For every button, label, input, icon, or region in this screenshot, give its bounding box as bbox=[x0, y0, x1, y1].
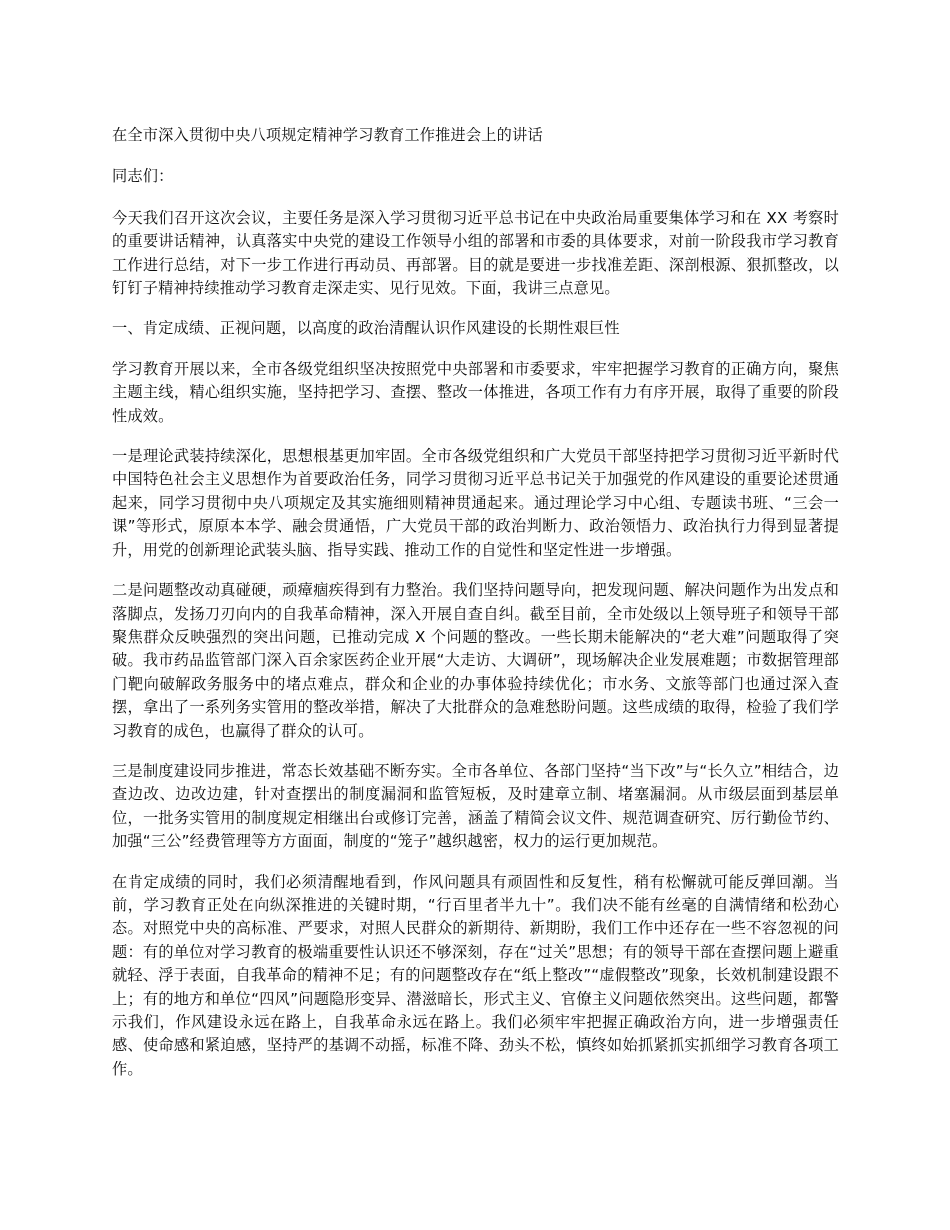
document-title: 在全市深入贯彻中央八项规定精神学习教育工作推进会上的讲话 bbox=[112, 126, 543, 144]
document-body bbox=[112, 124, 839, 1081]
paragraph-overview: 学习教育开展以来，全市各级党组织坚决按照党中央部署和市委要求，牢牢把握学习教育的正确方向，聚焦主题主线，精心组织实施，坚持把学习、查摆、整改一体推进，各项工作有力有序开展，取得了重要的阶段性成效。 bbox=[112, 359, 839, 425]
salutation: 同志们： bbox=[112, 167, 174, 186]
paragraph-point-one: 一是理论武装持续深化，思想根基更加牢固。全市各级党组织和广大党员干部坚持把学习贯彻习近平新时代中国特色社会主义思想作为首要政治任务，同学习贯彻习近平总书记关于加强党的作风建设的重要论述贯通起来，同学习贯彻中央八项规定及其实施细则精神贯通起来。通过理论学习中心组、专题读书班、“三会一课”等形式，原原本本学、融会贯通悟，广大党员干部的政治判断力、政治领悟力、政治执行力得到显著提升，用党的创新理论武装头脑、指导实践、推动工作的自觉性和坚定性进一步增强。 bbox=[112, 447, 839, 559]
paragraph-problems: 在肯定成绩的同时，我们必须清醒地看到，作风问题具有顽固性和反复性，稍有松懈就可能反弹回潮。当前，学习教育正处在向纵深推进的关键时期，“行百里者半九十”。我们决不能有丝毫的自满情绪和松劲心态。对照党中央的高标准、严要求，对照人民群众的新期待、新期盼，我们工作中还存在一些不容忽视的问题：有的单位对学习教育的极端重要性认识还不够深刻，存在“过关”思想；有的领导干部在查摆问题上避重就轻、浮于表面，自我革命的精神不足；有的问题整改存在“纸上整改”“虚假整改”现象，长效机制建设跟不上；有的地方和单位“四风”问题隐形变异、潜滋暗长，形式主义、官僚主义问题依然突出。这些问题，都警示我们，作风建设永远在路上，自我革命永远在路上。我们必须牢牢把握正确政治方向，进一步增强责任感、使命感和紧迫感，坚持严的基调不动摇，标准不降、劲头不松，慎终如始抓紧抓实抓细学习教育各项工作。 bbox=[112, 872, 839, 1078]
paragraph-point-three: 三是制度建设同步推进，常态长效基础不断夯实。全市各单位、各部门坚持“当下改”与“长久立”相结合，边查边改、边改边建，针对查摆出的制度漏洞和监管短板，及时建章立制、堵塞漏洞。从市级层面到基层单位，一批务实管用的制度规定相继出台或修订完善，涵盖了精简会议文件、规范调查研究、厉行勤俭节约、加强“三公”经费管理等方方面面，制度的“笼子”越织越密，权力的运行更加规范。 bbox=[112, 761, 839, 851]
section-heading-one: 一、肯定成绩、正视问题，以高度的政治清醒认识作风建设的长期性艰巨性 bbox=[112, 319, 620, 338]
paragraph-opening: 今天我们召开这次会议，主要任务是深入学习贯彻习近平总书记在中央政治局重要集体学习和在 XX 考察时的重要讲话精神，认真落实中央党的建设工作领导小组的部署和市委的具体要求，对前一阶段我市学习教育工作进行总结，对下一步工作进行再动员、再部署。目的就是要进一步找准差距、深剖根源、狠抓整改，以钉钉子精神持续推动学习教育走深走实、见行见效。下面，我讲三点意见。 bbox=[112, 208, 839, 298]
paragraph-point-two: 二是问题整改动真碰硬，顽瘴痼疾得到有力整治。我们坚持问题导向，把发现问题、解决问题作为出发点和落脚点，发扬刀刃向内的自我革命精神，深入开展自查自纠。截至目前，全市处级以上领导班子和领导干部聚焦群众反映强烈的突出问题，已推动完成 X 个问题的整改。一些长期未能解决的“老大难”问题取得了突破。我市药品监管部门深入百余家医药企业开展“大走访、大调研”，现场解决企业发展难题；市数据管理部门靶向破解政务服务中的堵点难点，群众和企业的办事体验持续优化；市水务、文旅等部门也通过深入查摆，拿出了一系列务实管用的整改举措，解决了大批群众的急难愁盼问题。这些成绩的取得，检验了我们学习教育的成色，也赢得了群众的认可。 bbox=[112, 581, 839, 740]
